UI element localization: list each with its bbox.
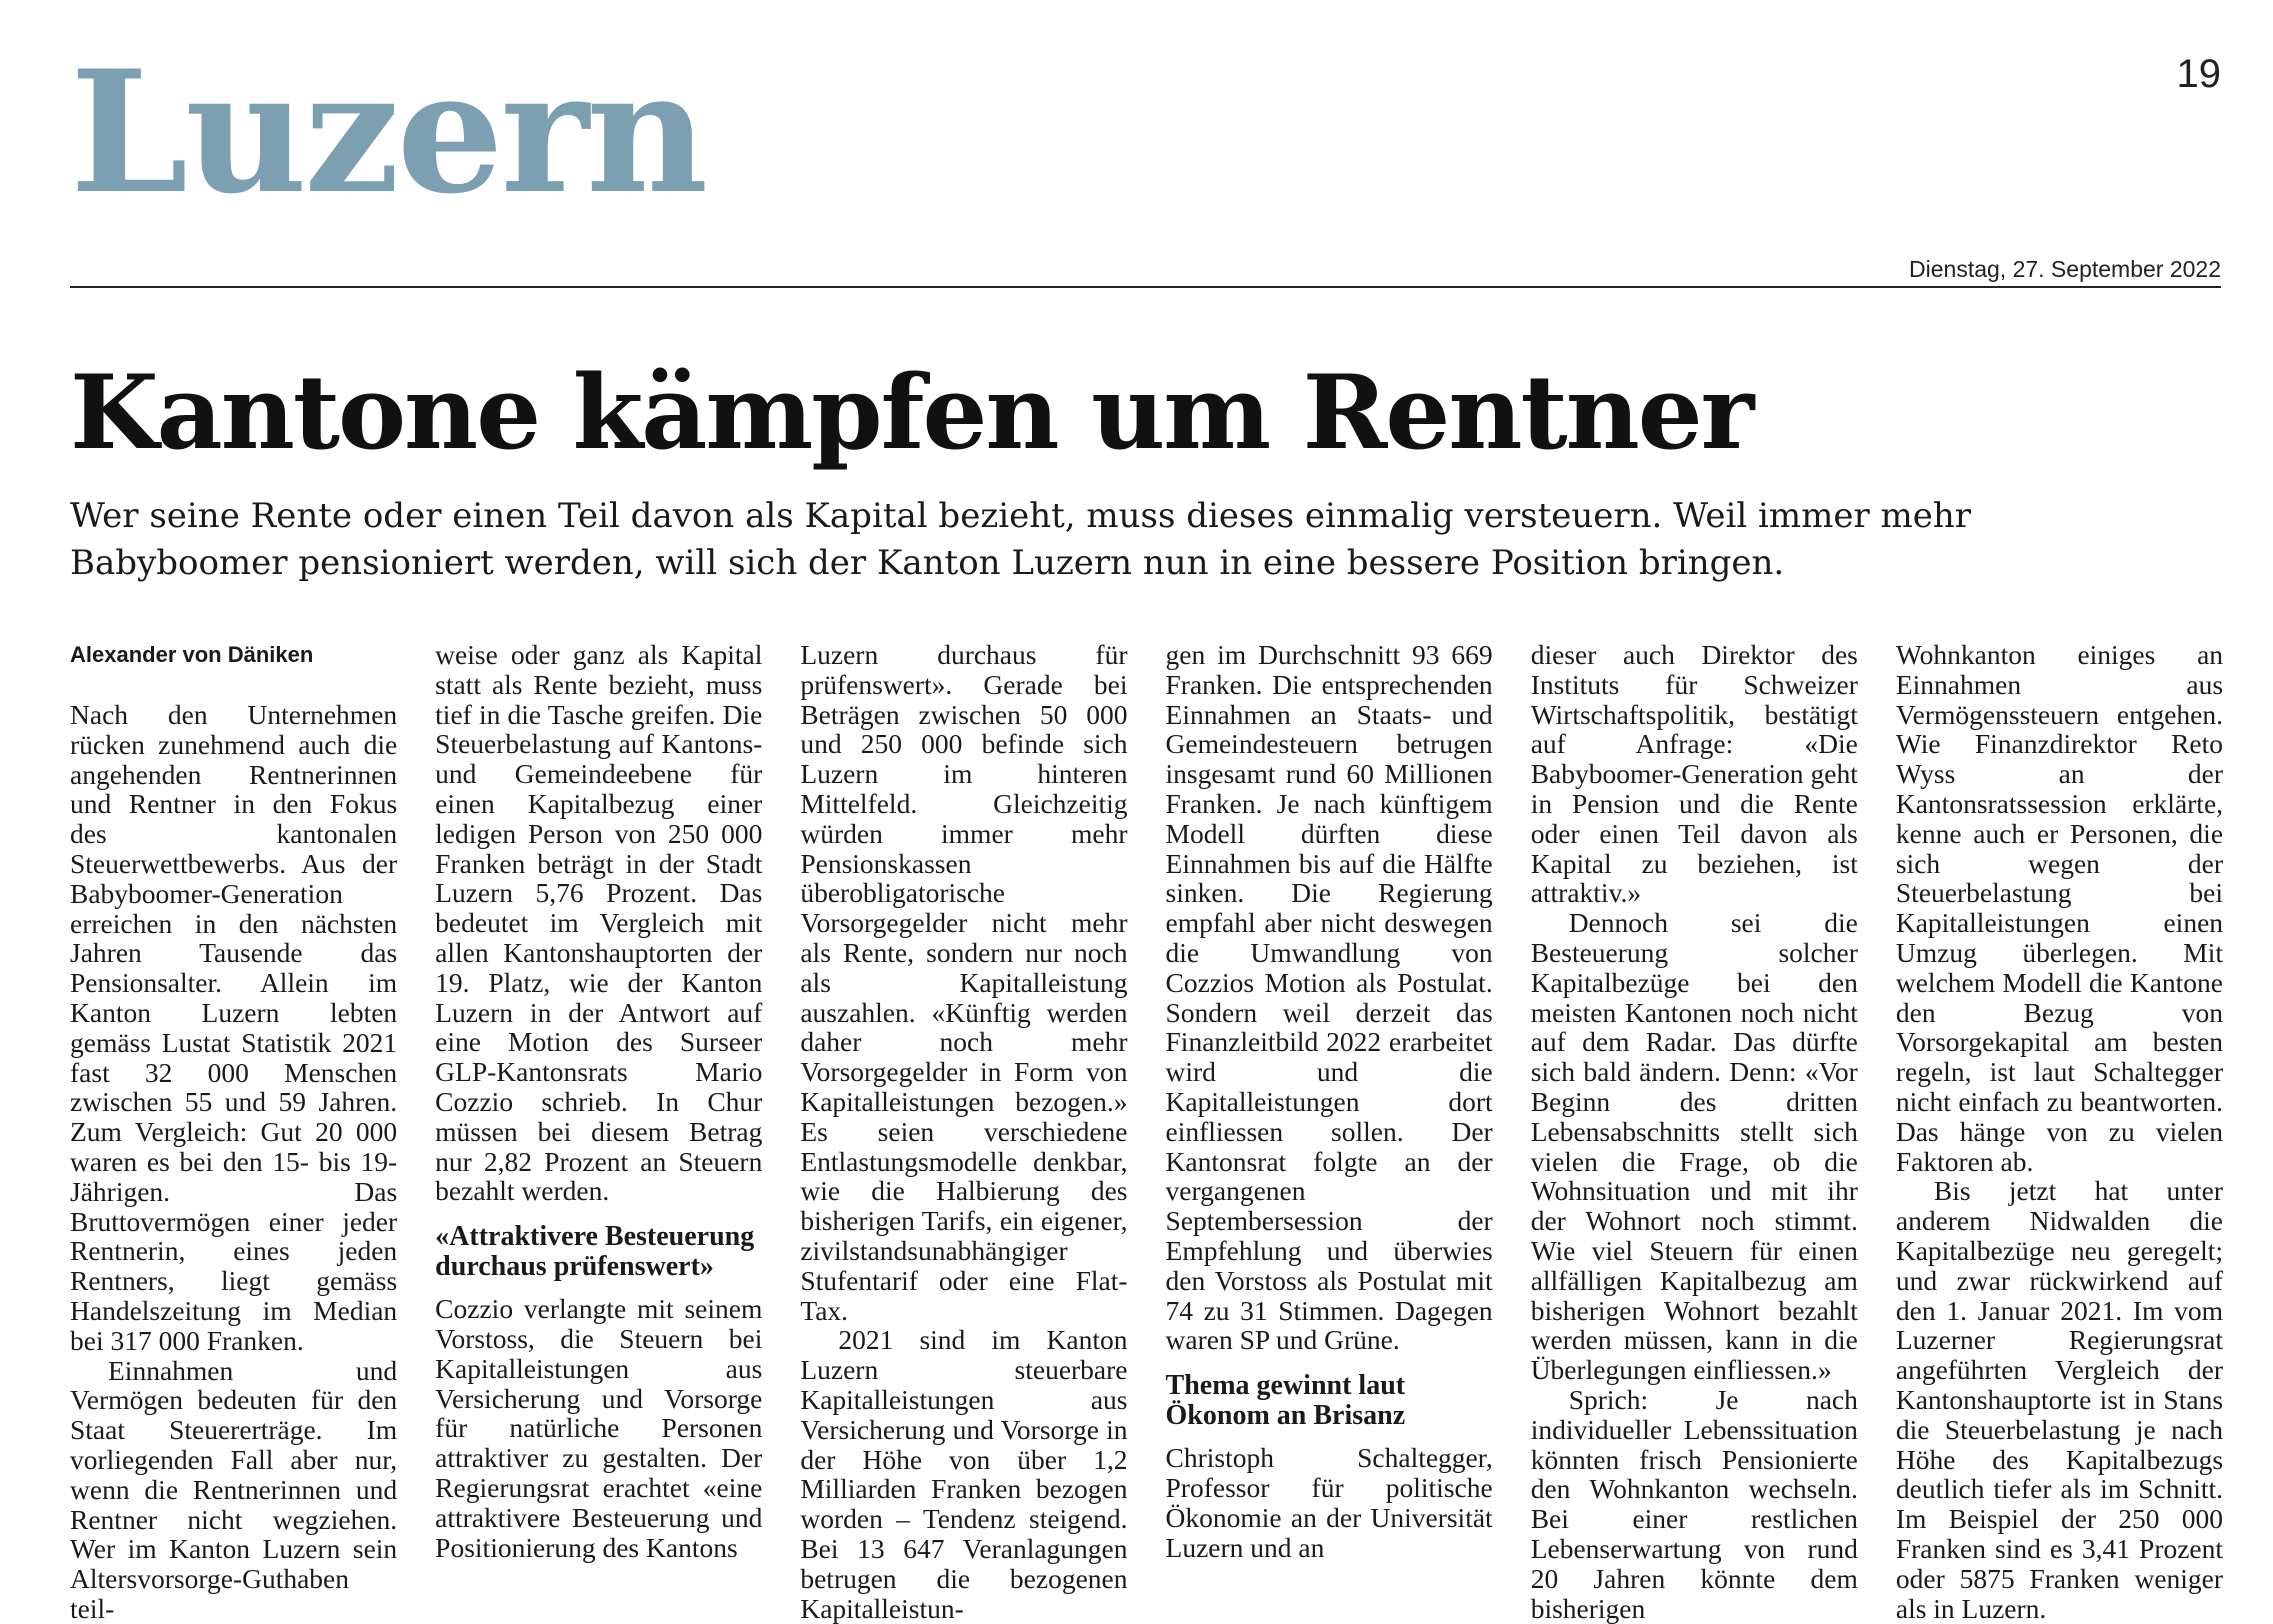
paragraph: Cozzio verlangte mit seinem Vorstoss, die Steuern bei Kapitalleistungen aus Versicherung und Vorsorge für natürliche Personen attraktiver zu gestalten. Der Regierungsrat erachtet «eine attraktivere Besteuerung und Positionierung des Kantons bbox=[435, 1293, 763, 1563]
paragraph: 2021 sind im Kanton Luzern steuerbare Kapitalleistungen aus Versicherung und Vorsorge in der Höhe von über 1,2 Milliarden Franken bezogen worden – Tendenz steigend. Bei 13 647 Veranlagungen betrugen die bezogenen Kapitalleistun- bbox=[800, 1324, 1128, 1624]
paragraph: Luzern durchaus für prüfenswert». Gerade bei Beträgen zwischen 50 000 und 250 000 befinde sich Luzern im hinteren Mittelfeld. Gleichzeitig würden immer mehr Pensionskassen überobligatorische Vorsorgegelder nicht mehr als Rente, sondern nur noch als Kapitalleistung auszahlen. «Künftig werden daher noch mehr Vorsorgegelder in Form von Kapitalleistungen bezogen.» Es seien verschiedene Entlastungsmodelle denkbar, wie die Halbierung des bisherigen Tarifs, ein eigener, zivilstandsunabhängiger Stufentarif oder eine Flat-Tax. bbox=[800, 639, 1128, 1326]
column-2 bbox=[435, 639, 763, 1563]
paragraph: weise oder ganz als Kapital statt als Rente bezieht, muss tief in die Tasche greifen. Die Steuerbelastung auf Kantons- und Gemeindeebene für einen Kapitalbezug einer ledigen Person von 250 000 Franken beträgt in der Stadt Luzern 5,76 Prozent. Das bedeutet im Vergleich mit allen Kantonshauptorten der 19. Platz, wie der Kanton Luzern in der Antwort auf eine Motion des Surseer GLP-Kantonsrats Mario Cozzio schrieb. In Chur müssen bei diesem Betrag nur 2,82 Prozent an Steuern bezahlt werden. bbox=[435, 639, 763, 1207]
column-6 bbox=[1895, 639, 2224, 1624]
paragraph: Dennoch sei die Besteuerung solcher Kapitalbezüge bei den meisten Kantonen noch nicht auf dem Radar. Das dürfte sich bald ändern. Denn: «Vor Beginn des dritten Lebensabschnitts stellt sich vielen die Frage, ob die Wohnsituation und mit ihr der Wohnort noch stimmt. Wie viel Steuern für einen allfälligen Kapitalbezug am bisherigen Wohnort bezahlt werden müssen, kann in die Überlegungen einfliessen.» bbox=[1530, 907, 1858, 1386]
article-body bbox=[70, 639, 2224, 1624]
paragraph: Einnahmen und Vermögen bedeuten für den Staat Steuererträge. Im vorliegenden Fall aber nur, wenn die Rentnerinnen und Rentner nicht wegziehen. Wer im Kanton Luzern sein Altersvorsorge-Guthaben teil- bbox=[70, 1354, 398, 1624]
subheading: Thema gewinnt laut Ökonom an Brisanz bbox=[1165, 1370, 1406, 1432]
issue-date: Dienstag, 27. September 2022 bbox=[1909, 256, 2221, 282]
paragraph: dieser auch Direktor des Instituts für Schweizer Wirtschaftspolitik, bestätigt auf Anfrage: «Die Babyboomer-Generation geht in Pension und die Rente oder einen Teil davon als Kapital zu beziehen, ist attraktiv.» bbox=[1530, 639, 1858, 909]
paragraph: Nach den Unternehmen rücken zunehmend auch die angehenden Rentnerinnen und Rentner in den Fokus des kantonalen Steuerwettbewerbs. Aus der Babyboomer-Generation erreichen in den nächsten Jahren Tausende das Pensionsalter. Allein im Kanton Luzern lebten gemäss Lustat Statistik 2021 fast 32 000 Menschen zwischen 55 und 59 Jahren. Zum Vergleich: Gut 20 000 waren es bei den 15- bis 19-Jährigen. Das Bruttovermögen einer jeder Rentnerin, eines jeden Rentners, liegt gemäss Handelszeitung im Median bei 317 000 Franken. bbox=[70, 699, 398, 1356]
column-1 bbox=[70, 640, 398, 1624]
paragraph: Sprich: Je nach individueller Lebenssituation könnten frisch Pensionierte den Wohnkanton wechseln. Bei einer restlichen Lebenserwartung von rund 20 Jahren könnte dem bisherigen bbox=[1530, 1383, 1858, 1624]
paragraph: Bis jetzt hat unter anderem Nidwalden die Kapitalbezüge neu geregelt; und zwar rückwirkend auf den 1. Januar 2021. Im vom Luzerner Regierungsrat angeführten Vergleich der Kantonshauptorte ist in Stans die Steuerbelastung je nach Höhe des Kapitalbezugs deutlich tiefer als im Schnitt. Im Beispiel der 250 000 Franken sind es 3,41 Prozent oder 5875 Franken weniger als in Luzern. bbox=[1895, 1175, 2224, 1624]
paragraph: gen im Durchschnitt 93 669 Franken. Die entsprechenden Einnahmen an Staats- und Gemeindesteuern betrugen insgesamt rund 60 Millionen Franken. Je nach künftigem Modell dürften diese Einnahmen bis auf die Hälfte sinken. Die Regierung empfahl aber nicht deswegen die Umwandlung von Cozzios Motion als Postulat. Sondern weil derzeit das Finanzleitbild 2022 erarbeitet wird und die Kapitalleistungen dort einfliessen sollen. Der Kantonsrat folgte an der vergangenen Septembersession der Empfehlung und überwies den Vorstoss als Postulat mit 74 zu 31 Stimmen. Dagegen waren SP und Grüne. bbox=[1165, 639, 1493, 1356]
column-5 bbox=[1530, 639, 1858, 1624]
column-3 bbox=[800, 639, 1128, 1624]
paragraph: Wohnkanton einiges an Einnahmen aus Vermögenssteuern entgehen. Wie Finanzdirektor Reto Wyss an der Kantonsratssession erklärte, kenne auch er Personen, die sich wegen der Steuerbelastung bei Kapitalleistungen einen Umzug überlegen. Mit welchem Modell die Kantone den Bezug von Vorsorgekapital am besten regeln, ist laut Schaltegger nicht einfach zu beantworten. Das hänge von zu vielen Faktoren ab. bbox=[1895, 639, 2224, 1177]
section-title: Luzern bbox=[70, 33, 706, 231]
subheading: «Attraktivere Besteuerung durchaus prüfenswert» bbox=[435, 1221, 755, 1283]
article-headline: Kantone kämpfen um Rentner bbox=[70, 353, 1753, 473]
column-4 bbox=[1165, 639, 1493, 1563]
page-number: 19 bbox=[2176, 52, 2221, 96]
article-lead: Wer seine Rente oder einen Teil davon als Kapital bezieht, muss dieses einmalig versteuern. Weil immer mehr Babyboomer pensioniert werden, will sich der Kanton Luzern nun in eine bessere Position bringen. bbox=[70, 496, 1972, 583]
header-divider bbox=[70, 286, 2221, 288]
author-byline: Alexander von Däniken bbox=[70, 642, 314, 667]
paragraph: Christoph Schaltegger, Professor für politische Ökonomie an der Universität Luzern und an bbox=[1165, 1442, 1493, 1563]
